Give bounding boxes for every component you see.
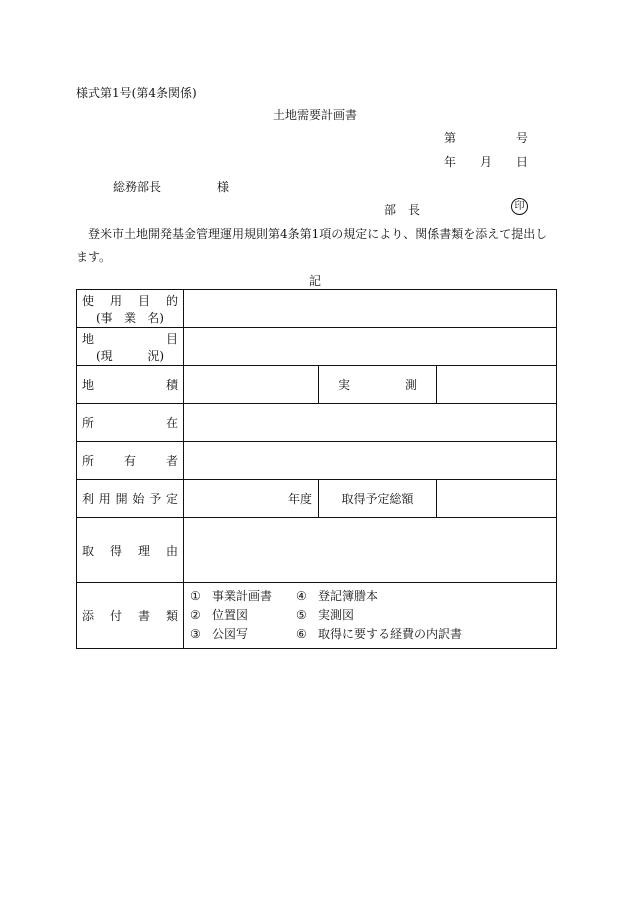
date-year: 年 [444, 155, 457, 169]
amount-label: 取得予定総額 [319, 480, 437, 518]
label-char: 定 [165, 492, 178, 506]
land-category-label-main [82, 330, 178, 347]
area-label-text [82, 376, 178, 393]
row-location [77, 404, 557, 442]
area-label [77, 366, 184, 404]
attachment-text: 事業計画書 [212, 589, 273, 603]
attachment-mark: ① [190, 589, 201, 603]
attachment-text: 公図写 [212, 627, 249, 641]
owner-label [77, 442, 184, 480]
purpose-label-sub [82, 309, 178, 326]
location-label [77, 404, 184, 442]
label-char: 付 [109, 609, 122, 623]
label-char: 添 [82, 609, 95, 623]
amount-value[interactable] [437, 480, 557, 518]
attachment-item [190, 587, 296, 606]
document-title: 土地需要計画書 [272, 108, 357, 122]
form-number-label: 様式第1号(第4条関係) [76, 86, 197, 100]
date-month: 月 [479, 155, 492, 169]
label-char: 実 [338, 378, 351, 392]
owner-value[interactable] [184, 442, 557, 480]
label-char: 有 [123, 454, 136, 468]
location-value[interactable] [184, 404, 557, 442]
land-category-label [77, 328, 184, 366]
label-char: 予 [149, 492, 162, 506]
attachment-row [190, 625, 550, 644]
row-area [77, 366, 557, 404]
label-char: 用 [98, 492, 111, 506]
attachment-mark: ② [190, 608, 201, 622]
attachment-text: 取得に要する経費の内訳書 [318, 627, 463, 641]
attachments-list [184, 583, 557, 649]
actual-survey-label [319, 366, 437, 404]
label-char: 的 [165, 293, 178, 308]
label-char: 開 [115, 492, 128, 506]
row-start [77, 480, 557, 518]
attachment-mark: ⑤ [296, 608, 307, 622]
seal-mark: 印 [511, 198, 528, 215]
location-label-text [82, 414, 178, 431]
attachments-label-text [82, 607, 178, 624]
label-char: 地 [82, 378, 95, 392]
date-day: 日 [515, 155, 528, 169]
number-suffix: 号 [515, 131, 528, 145]
attachment-mark: ④ [296, 589, 307, 603]
attachment-item [296, 587, 378, 606]
label-char: 目 [165, 331, 178, 346]
label-char: 書 [137, 609, 150, 623]
attachment-row [190, 606, 550, 625]
addressee [113, 178, 229, 195]
addressee-name: 総務部長 [113, 180, 162, 194]
attachment-item [296, 625, 462, 644]
label-char: 名) [147, 310, 164, 325]
land-category-label-sub [82, 347, 178, 364]
label-char: 況) [147, 348, 164, 363]
start-label-text [82, 490, 178, 507]
label-char: 積 [165, 378, 178, 392]
attachment-item [190, 625, 296, 644]
row-reason [77, 518, 557, 583]
label-char: 利 [82, 492, 95, 506]
fiscal-year-value[interactable] [184, 480, 319, 518]
label-char: 地 [82, 331, 95, 346]
attachment-row [190, 587, 550, 606]
attachment-text: 実測図 [318, 608, 355, 622]
label-char: 所 [82, 454, 95, 468]
actual-survey-label-text [324, 376, 431, 393]
reason-label-text [82, 542, 178, 559]
label-char: 在 [165, 416, 178, 430]
area-value[interactable] [184, 366, 319, 404]
document-number-line [444, 129, 528, 146]
label-char: 業 [123, 310, 136, 325]
attachment-mark: ⑥ [296, 627, 307, 641]
label-char: 所 [82, 416, 95, 430]
attachments-label [77, 583, 184, 649]
attachment-item [190, 606, 296, 625]
reason-label [77, 518, 184, 583]
label-char: 使 [82, 293, 95, 308]
row-land-category [77, 328, 557, 366]
label-char: 取 [82, 543, 95, 558]
addressee-honorific: 様 [217, 180, 230, 194]
purpose-label [77, 290, 184, 328]
label-char: 始 [132, 492, 145, 506]
label-char: (現 [96, 348, 113, 363]
label-char: 用 [109, 293, 122, 308]
sender-title: 部 長 [384, 203, 421, 217]
label-char: 理 [137, 543, 150, 558]
body-text: 登米市土地開発基金管理運用規則第4条第1項の規定により、関係書類を添えて提出します。 [76, 227, 548, 264]
label-char: (事 [96, 310, 113, 325]
fiscal-year-unit: 年度 [287, 492, 312, 506]
land-category-value[interactable] [184, 328, 557, 366]
number-prefix: 第 [444, 131, 457, 145]
actual-survey-value[interactable] [437, 366, 557, 404]
attachment-text: 位置図 [212, 608, 249, 622]
label-char: 由 [165, 543, 178, 558]
purpose-value[interactable] [184, 290, 557, 328]
label-char: 測 [404, 378, 417, 392]
attachment-mark: ③ [190, 627, 201, 641]
label-char: 類 [165, 609, 178, 623]
application-table [76, 289, 557, 649]
start-label [77, 480, 184, 518]
ki-heading: 記 [308, 274, 321, 288]
attachment-text: 登記簿謄本 [318, 589, 379, 603]
label-char: 目 [137, 293, 150, 308]
reason-value[interactable] [184, 518, 557, 583]
owner-label-text [82, 452, 178, 469]
attachment-item [296, 606, 354, 625]
date-line [444, 153, 528, 170]
label-char: 得 [109, 543, 122, 558]
row-purpose [77, 290, 557, 328]
row-owner [77, 442, 557, 480]
row-attachments [77, 583, 557, 649]
label-char: 者 [165, 454, 178, 468]
purpose-label-main [82, 292, 178, 309]
